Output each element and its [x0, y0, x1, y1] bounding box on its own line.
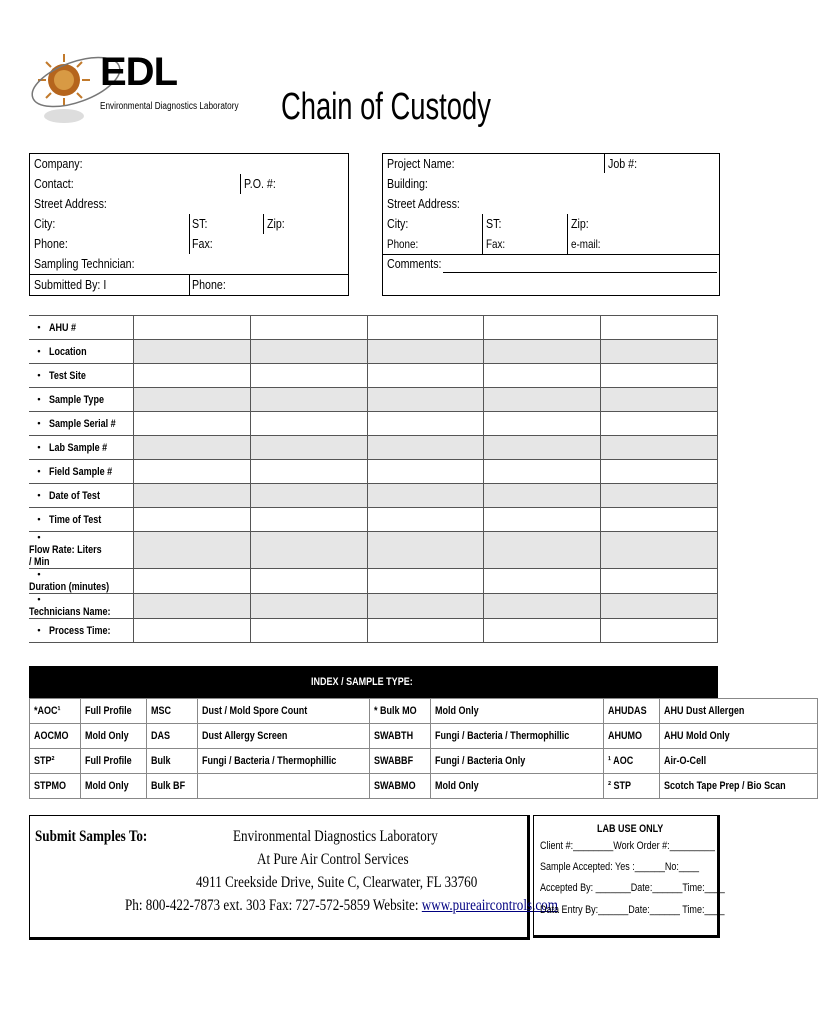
grid-cell[interactable] — [484, 460, 601, 484]
comments-label[interactable]: Comments: — [387, 256, 442, 271]
index-row — [30, 724, 818, 749]
bullet-icon: • — [37, 569, 41, 579]
grid-cell[interactable] — [134, 364, 251, 388]
grid-cell[interactable] — [367, 316, 484, 340]
grid-cell[interactable] — [367, 569, 484, 594]
grid-row-label: • Lab Sample # — [29, 436, 134, 460]
fax-label[interactable]: Fax: — [192, 236, 213, 251]
job-label[interactable]: Job #: — [608, 156, 638, 171]
grid-cell[interactable] — [367, 532, 484, 569]
grid-cell[interactable] — [367, 412, 484, 436]
grid-row-label: • Location — [29, 340, 134, 364]
index-cell: STP² — [30, 749, 81, 774]
grid-row — [29, 460, 718, 484]
grid-cell[interactable] — [484, 436, 601, 460]
grid-row — [29, 364, 718, 388]
sample-grid — [29, 315, 718, 643]
project-info-box — [382, 153, 720, 296]
bullet-icon: • — [37, 441, 41, 452]
index-cell: Air-O-Cell — [660, 749, 817, 774]
lab-contact: Ph: 800-422-7873 ext. 303 Fax: 727-572-5859 Website: www.pureaircontrols.com — [125, 897, 558, 914]
st-label[interactable]: ST: — [192, 216, 208, 231]
index-header: INDEX / SAMPLE TYPE: — [29, 666, 718, 698]
grid-row-label: • Time of Test — [29, 508, 134, 532]
grid-cell[interactable] — [484, 484, 601, 508]
street-label[interactable]: Street Address: — [34, 196, 107, 211]
logo-text: EDL — [100, 50, 177, 94]
index-row — [30, 749, 818, 774]
submitted-by-label[interactable]: Submitted By: I — [34, 277, 107, 292]
index-cell: STPMO — [30, 774, 81, 799]
lab-address: 4911 Creekside Drive, Suite C, Clearwater, FL 33760 — [196, 874, 478, 891]
grid-cell[interactable] — [484, 388, 601, 412]
grid-cell[interactable] — [250, 364, 367, 388]
zip-label-right[interactable]: Zip: — [571, 216, 589, 231]
grid-cell[interactable] — [250, 508, 367, 532]
technician-label[interactable]: Sampling Technician: — [34, 256, 135, 271]
grid-cell[interactable] — [134, 436, 251, 460]
index-cell: * Bulk MO — [370, 699, 431, 724]
data-entry-by[interactable]: Data Entry By:______Date:______ Time:____ — [540, 904, 725, 916]
grid-cell[interactable] — [367, 436, 484, 460]
grid-cell[interactable] — [134, 594, 251, 619]
bullet-icon: • — [37, 532, 41, 542]
grid-cell[interactable] — [250, 436, 367, 460]
lab-use-title: LAB USE ONLY — [597, 823, 664, 835]
grid-cell[interactable] — [601, 594, 718, 619]
grid-cell[interactable] — [601, 364, 718, 388]
grid-cell[interactable] — [367, 508, 484, 532]
grid-cell[interactable] — [250, 316, 367, 340]
grid-cell[interactable] — [484, 508, 601, 532]
grid-row-label: •Duration (minutes) — [29, 569, 134, 594]
grid-cell[interactable] — [484, 412, 601, 436]
index-cell: SWABBF — [370, 749, 431, 774]
lab-name: Environmental Diagnostics Laboratory — [233, 828, 438, 845]
grid-row — [29, 508, 718, 532]
grid-cell[interactable] — [367, 484, 484, 508]
index-cell: ² STP — [604, 774, 660, 799]
index-cell: SWABMO — [370, 774, 431, 799]
grid-cell[interactable] — [250, 569, 367, 594]
submit-samples-box — [29, 815, 558, 940]
grid-cell[interactable] — [250, 619, 367, 643]
index-cell: AHUMO — [604, 724, 660, 749]
street-label-right[interactable]: Street Address: — [387, 196, 460, 211]
grid-cell[interactable] — [134, 508, 251, 532]
index-cell: MSC — [147, 699, 198, 724]
index-cell: Full Profile — [81, 749, 147, 774]
grid-cell[interactable] — [484, 594, 601, 619]
grid-cell[interactable] — [134, 388, 251, 412]
bullet-icon: • — [37, 594, 41, 604]
grid-cell[interactable] — [134, 316, 251, 340]
index-row — [30, 699, 818, 724]
grid-cell[interactable] — [484, 316, 601, 340]
index-cell: *AOC¹ — [30, 699, 81, 724]
grid-row — [29, 436, 718, 460]
grid-cell[interactable] — [134, 569, 251, 594]
grid-cell[interactable] — [484, 532, 601, 569]
index-cell: SWABTH — [370, 724, 431, 749]
index-cell: DAS — [147, 724, 198, 749]
grid-row-label: • Date of Test — [29, 484, 134, 508]
grid-cell[interactable] — [601, 436, 718, 460]
grid-cell[interactable] — [134, 532, 251, 569]
index-cell: Fungi / Bacteria Only — [431, 749, 604, 774]
index-cell: Fungi / Bacteria / Thermophillic — [197, 749, 370, 774]
grid-row — [29, 569, 718, 594]
grid-row-label: • Process Time: — [29, 619, 134, 643]
index-cell: Mold Only — [431, 699, 604, 724]
grid-cell[interactable] — [484, 569, 601, 594]
grid-cell[interactable] — [601, 316, 718, 340]
index-cell: Mold Only — [431, 774, 604, 799]
grid-cell[interactable] — [134, 484, 251, 508]
grid-cell[interactable] — [601, 619, 718, 643]
grid-cell[interactable] — [367, 619, 484, 643]
grid-row-label: • AHU # — [29, 316, 134, 340]
index-cell: AHU Dust Allergen — [660, 699, 817, 724]
index-cell: Bulk — [147, 749, 198, 774]
page-title: Chain of Custody — [281, 86, 491, 128]
building-label[interactable]: Building: — [387, 176, 428, 191]
lab-at: At Pure Air Control Services — [257, 851, 409, 868]
grid-row — [29, 388, 718, 412]
phone-label[interactable]: Phone: — [34, 236, 68, 251]
grid-cell[interactable] — [367, 340, 484, 364]
index-cell: AOCMO — [30, 724, 81, 749]
index-row — [30, 774, 818, 799]
bullet-icon: • — [37, 465, 41, 476]
grid-cell[interactable] — [484, 619, 601, 643]
grid-row-label: • Test Site — [29, 364, 134, 388]
grid-cell[interactable] — [367, 460, 484, 484]
phone2-label[interactable]: Phone: — [192, 277, 226, 292]
index-cell: Scotch Tape Prep / Bio Scan — [660, 774, 817, 799]
grid-cell[interactable] — [134, 619, 251, 643]
grid-row — [29, 619, 718, 643]
grid-row — [29, 412, 718, 436]
index-cell: Fungi / Bacteria / Thermophillic — [431, 724, 604, 749]
bullet-icon: • — [37, 321, 41, 332]
city-label[interactable]: City: — [34, 216, 56, 231]
grid-cell[interactable] — [601, 460, 718, 484]
grid-cell[interactable] — [250, 594, 367, 619]
grid-row — [29, 532, 718, 569]
grid-cell[interactable] — [250, 412, 367, 436]
index-cell: Mold Only — [81, 724, 147, 749]
index-cell: Dust / Mold Spore Count — [197, 699, 370, 724]
grid-cell[interactable] — [367, 594, 484, 619]
zip-label[interactable]: Zip: — [267, 216, 285, 231]
bullet-icon: • — [37, 393, 41, 404]
grid-row — [29, 594, 718, 619]
grid-cell[interactable] — [484, 340, 601, 364]
website-link[interactable]: www.pureaircontrols.com — [421, 897, 558, 914]
grid-cell[interactable] — [134, 340, 251, 364]
submit-label: Submit Samples To: — [35, 828, 148, 845]
grid-cell[interactable] — [250, 484, 367, 508]
grid-cell[interactable] — [250, 340, 367, 364]
index-table — [29, 698, 818, 799]
grid-cell[interactable] — [601, 388, 718, 412]
company-label[interactable]: Company: — [34, 156, 83, 171]
index-cell: Mold Only — [81, 774, 147, 799]
grid-row-label: •Technicians Name: — [29, 594, 134, 619]
fax-label-right[interactable]: Fax: — [486, 237, 506, 251]
grid-cell[interactable] — [601, 412, 718, 436]
client-work-order[interactable]: Client #:________Work Order #:_________ — [540, 840, 715, 852]
bullet-icon: • — [37, 345, 41, 356]
po-label[interactable]: P.O. #: — [244, 176, 276, 191]
st-label-right[interactable]: ST: — [486, 216, 502, 231]
grid-cell[interactable] — [250, 460, 367, 484]
grid-cell[interactable] — [250, 388, 367, 412]
city-label-right[interactable]: City: — [387, 216, 409, 231]
grid-row — [29, 484, 718, 508]
grid-cell[interactable] — [601, 532, 718, 569]
bullet-icon: • — [37, 624, 41, 635]
lab-use-box — [533, 815, 725, 938]
logo-subtitle: Environmental Diagnostics Laboratory — [100, 101, 239, 112]
grid-cell[interactable] — [601, 340, 718, 364]
email-label[interactable]: e-mail: — [571, 237, 601, 251]
index-cell: Dust Allergy Screen — [197, 724, 370, 749]
grid-cell[interactable] — [367, 388, 484, 412]
grid-cell[interactable] — [134, 460, 251, 484]
index-cell: Bulk BF — [147, 774, 198, 799]
grid-cell[interactable] — [601, 569, 718, 594]
bullet-icon: • — [37, 417, 41, 428]
accepted-by[interactable]: Accepted By: _______Date:______Time:____ — [540, 882, 725, 894]
grid-row-label: •Flow Rate: Liters / Min — [29, 532, 134, 569]
grid-row-label: • Field Sample # — [29, 460, 134, 484]
index-cell: Full Profile — [81, 699, 147, 724]
index-cell — [197, 774, 370, 799]
grid-cell[interactable] — [601, 508, 718, 532]
index-cell: AHUDAS — [604, 699, 660, 724]
index-cell: AHU Mold Only — [660, 724, 817, 749]
bullet-icon: • — [37, 513, 41, 524]
grid-cell[interactable] — [250, 532, 367, 569]
sample-accepted[interactable]: Sample Accepted: Yes :______No:____ — [540, 861, 699, 873]
index-cell: ¹ AOC — [604, 749, 660, 774]
grid-cell[interactable] — [367, 364, 484, 388]
grid-row-label: • Sample Type — [29, 388, 134, 412]
grid-row — [29, 340, 718, 364]
contact-label[interactable]: Contact: — [34, 176, 74, 191]
project-name-label[interactable]: Project Name: — [387, 156, 455, 171]
grid-cell[interactable] — [601, 484, 718, 508]
grid-cell[interactable] — [134, 412, 251, 436]
phone-label-right[interactable]: Phone: — [387, 237, 419, 251]
bullet-icon: • — [37, 369, 41, 380]
grid-row — [29, 316, 718, 340]
bullet-icon: • — [37, 489, 41, 500]
grid-cell[interactable] — [484, 364, 601, 388]
grid-row-label: • Sample Serial # — [29, 412, 134, 436]
